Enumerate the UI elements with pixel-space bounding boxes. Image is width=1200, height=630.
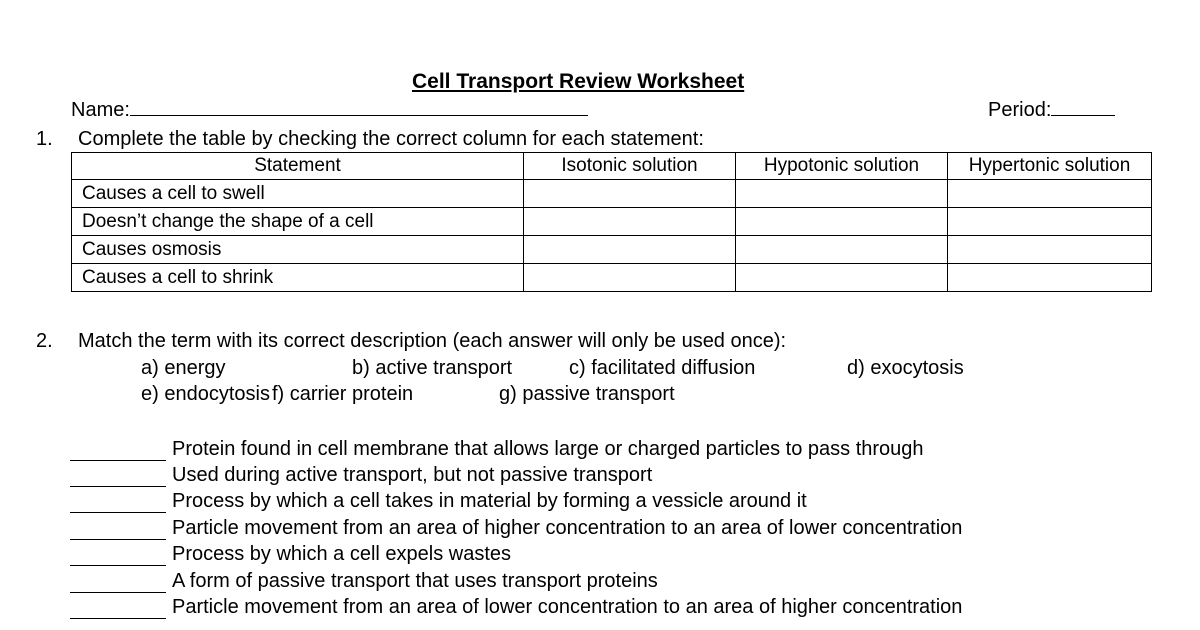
name-blank-line[interactable] [130,115,588,116]
statement-cell: Causes a cell to shrink [72,264,524,292]
question-2-prompt: Match the term with its correct description (each answer will only be used once): [78,330,787,352]
match-item [70,487,1070,513]
isotonic-check-cell[interactable] [524,236,736,264]
table-row [72,180,1152,208]
hypotonic-check-cell[interactable] [736,236,948,264]
hypertonic-check-cell[interactable] [948,264,1152,292]
term-c: c) facilitated diffusion [569,357,756,379]
answer-blank-line[interactable] [70,512,166,513]
statement-cell: Causes osmosis [72,236,524,264]
match-item [70,435,1070,461]
header-hypertonic: Hypertonic solution [948,153,1152,180]
match-description: Process by which a cell takes in material by forming a vessicle around it [172,490,807,512]
isotonic-check-cell[interactable] [524,180,736,208]
period-field [988,100,1115,120]
term-e: e) endocytosis [141,383,270,405]
term-b: b) active transport [352,357,513,379]
match-description: Process by which a cell expels wastes [172,543,512,565]
period-blank-line[interactable] [1051,115,1115,116]
table-header-row [72,153,1152,180]
statement-cell: Doesn’t change the shape of a cell [72,208,524,236]
header-statement: Statement [72,153,524,180]
term-a: a) energy [141,357,226,379]
match-item [70,461,1070,487]
term-f: f) carrier protein [272,383,414,405]
match-item [70,514,1070,540]
answer-blank-line[interactable] [70,618,166,619]
period-label: Period: [988,99,1052,121]
statement-cell: Causes a cell to swell [72,180,524,208]
worksheet-title: Cell Transport Review Worksheet [412,70,745,93]
hypotonic-check-cell[interactable] [736,208,948,236]
match-item [70,567,1070,593]
header-hypotonic: Hypotonic solution [736,153,948,180]
isotonic-check-cell[interactable] [524,208,736,236]
match-description: Particle movement from an area of higher concentration to an area of lower concentration [172,517,963,539]
table-row [72,208,1152,236]
question-2-number: 2. [36,330,53,352]
hypertonic-check-cell[interactable] [948,236,1152,264]
solution-table [71,152,1152,292]
match-description: Particle movement from an area of lower concentration to an area of higher concentration [172,596,963,618]
question-1-prompt: Complete the table by checking the correct column for each statement: [78,128,704,150]
isotonic-check-cell[interactable] [524,264,736,292]
term-d: d) exocytosis [847,357,964,379]
hypotonic-check-cell[interactable] [736,264,948,292]
table-row [72,236,1152,264]
hypertonic-check-cell[interactable] [948,180,1152,208]
table-row [72,264,1152,292]
match-description: Used during active transport, but not passive transport [172,464,653,486]
hypertonic-check-cell[interactable] [948,208,1152,236]
answer-blank-line[interactable] [70,565,166,566]
name-label: Name: [71,99,130,121]
match-item [70,593,1070,619]
question-1-number: 1. [36,128,53,150]
match-description: A form of passive transport that uses transport proteins [172,570,658,592]
term-g: g) passive transport [499,383,675,405]
match-item [70,540,1070,566]
name-field [71,100,588,120]
header-isotonic: Isotonic solution [524,153,736,180]
match-description: Protein found in cell membrane that allows large or charged particles to pass through [172,438,924,460]
hypotonic-check-cell[interactable] [736,180,948,208]
